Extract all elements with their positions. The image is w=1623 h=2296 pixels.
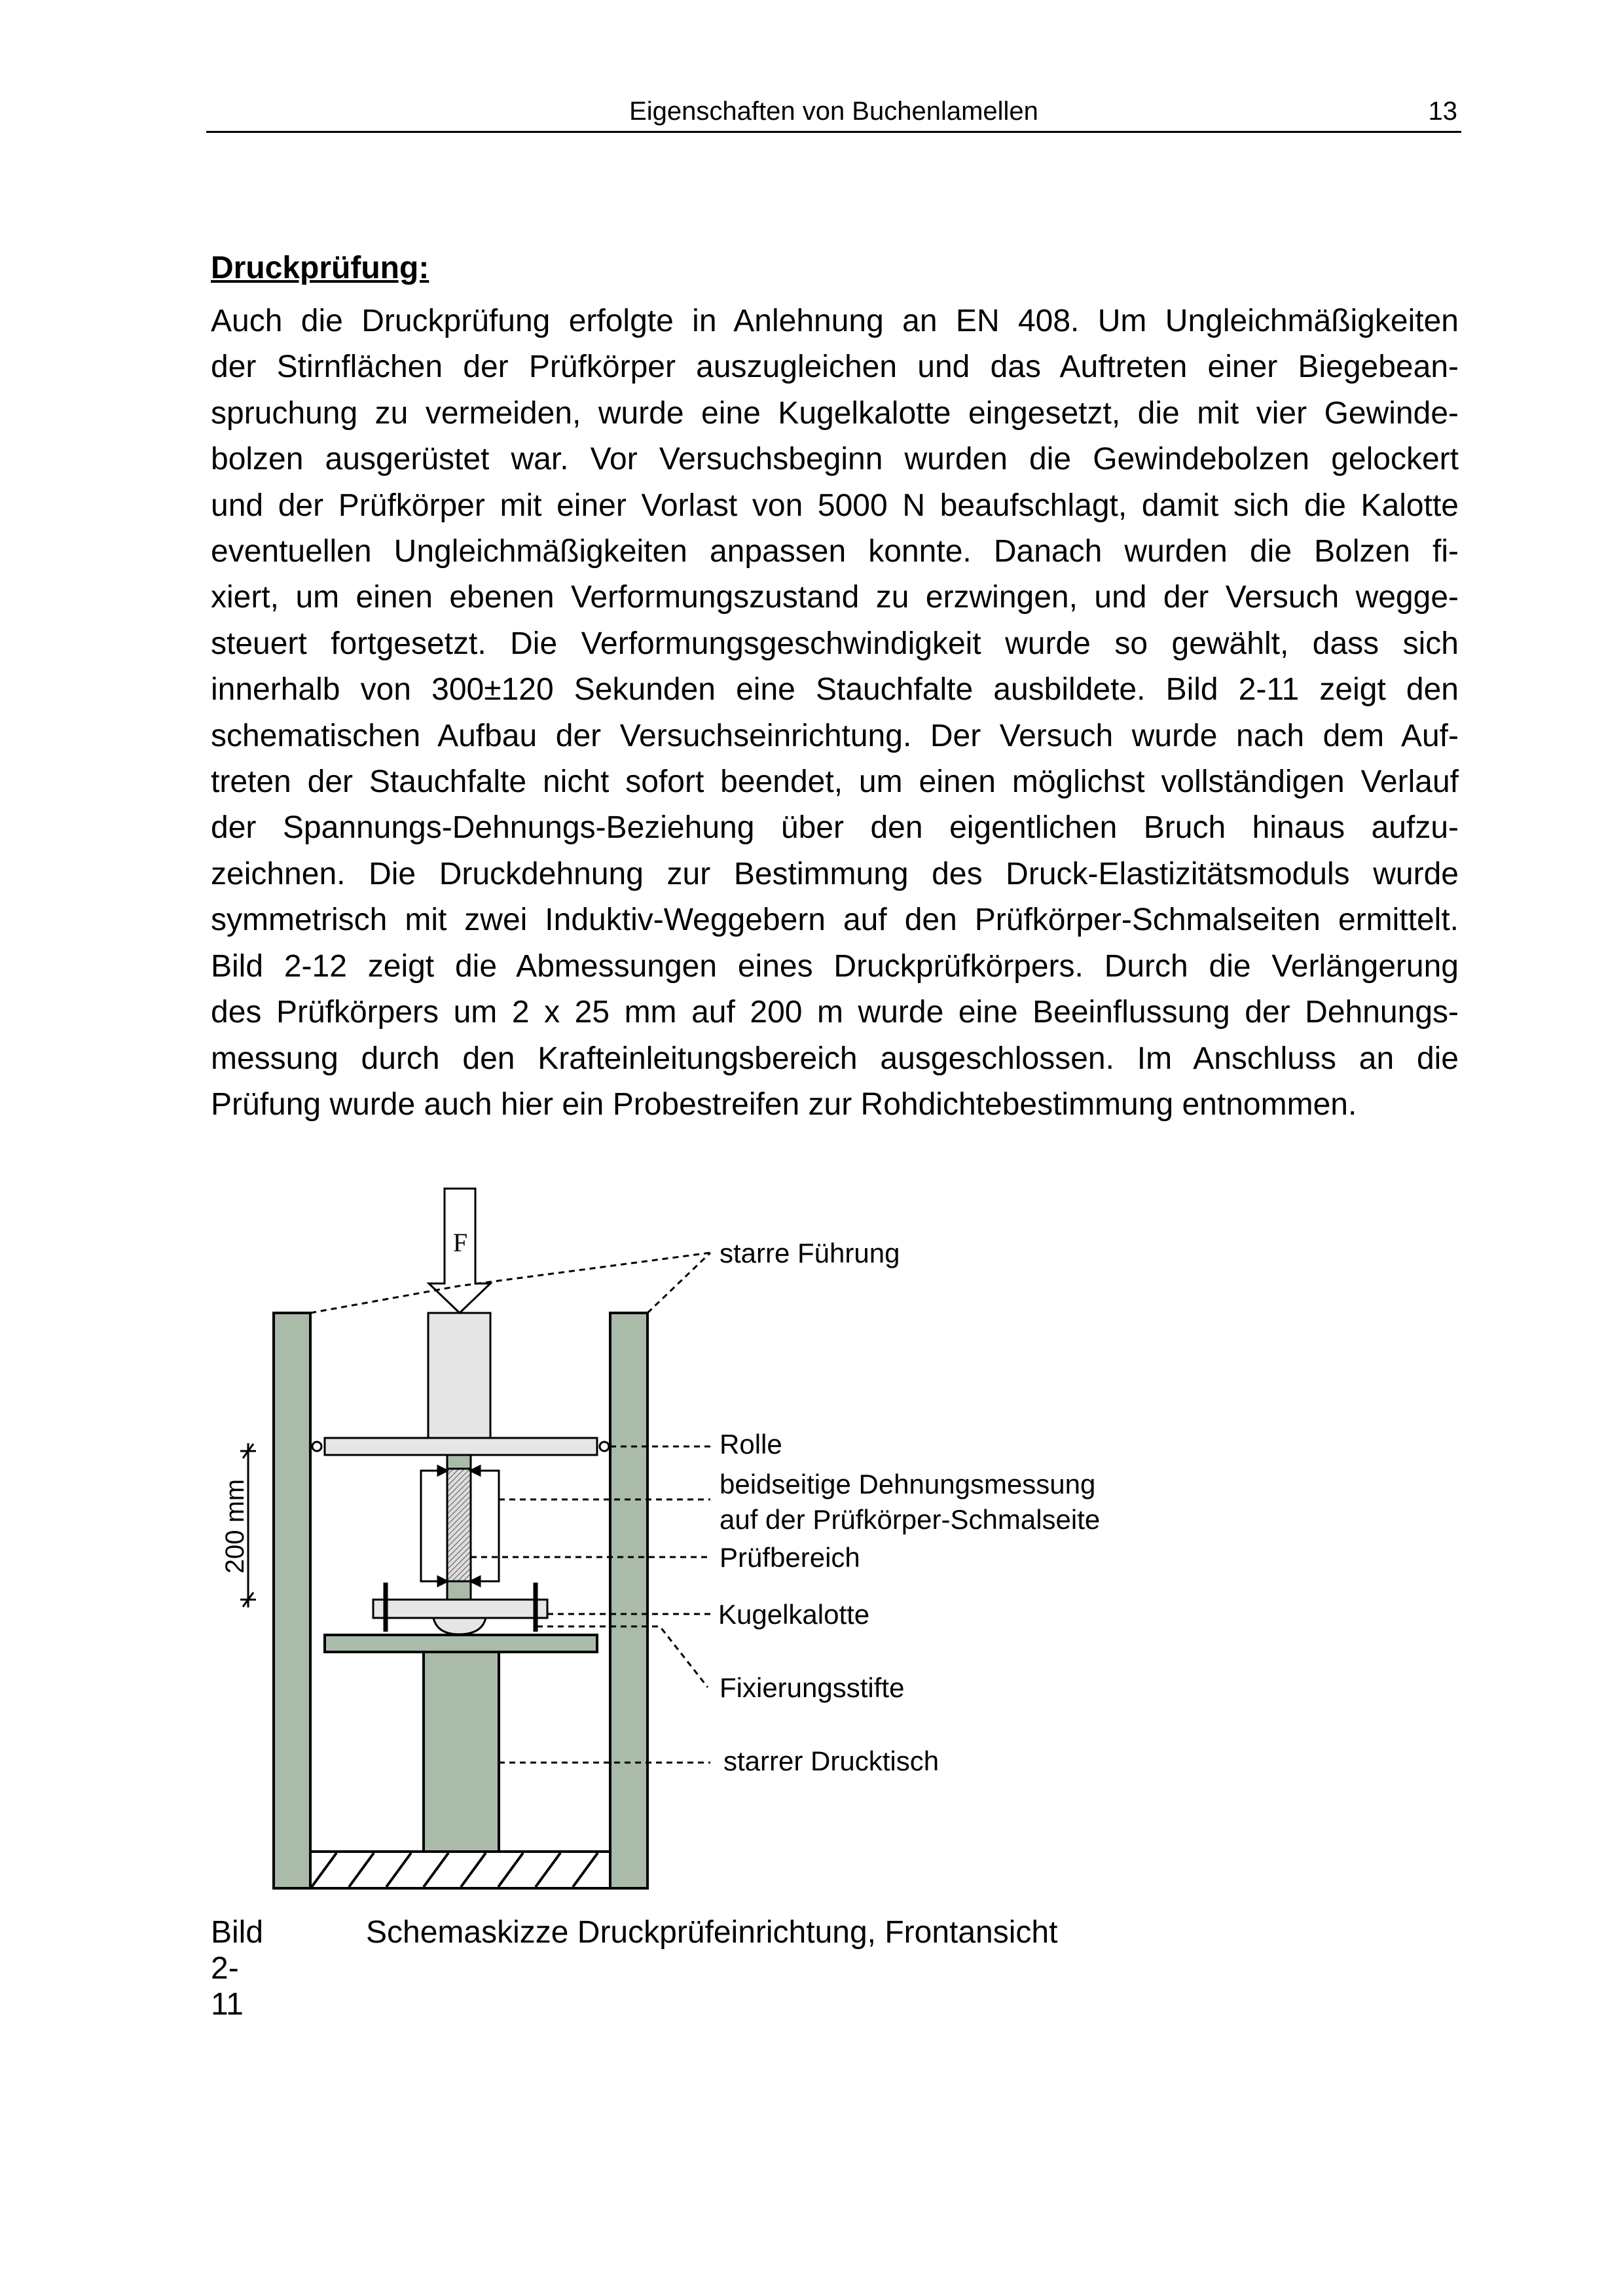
text-line: xiert, um einen ebenen Verformungszustand zu erzwingen, und der Versuch wegge-	[211, 580, 1459, 615]
section-heading: Druckprüfung:	[211, 251, 429, 285]
leader-lines	[310, 1253, 710, 1763]
text-line: steuert fortgesetzt. Die Verformungsgeschwindigkeit wurde so gewählt, dass sich	[211, 626, 1459, 661]
roller-right	[600, 1442, 609, 1451]
text-line: schematischen Aufbau der Versuchseinrichtung. Der Versuch wurde nach dem Auf-	[211, 718, 1459, 753]
caption-text: Schemaskizze Druckprüfeinrichtung, Frontansicht	[366, 1915, 1058, 1950]
text-line: bolzen ausgerüstet war. Vor Versuchsbeginn wurden die Gewindebolzen gelockert	[211, 442, 1459, 477]
press-table-plate	[325, 1635, 597, 1652]
left-guide-column	[274, 1313, 310, 1888]
label-roller: Rolle	[720, 1429, 782, 1460]
text-line: Bild 2-12 zeigt die Abmessungen eines Druckprüfkörpers. Durch die Verlängerung	[211, 948, 1459, 984]
text-line: eventuellen Ungleichmäßigkeiten anpassen konnte. Danach wurden die Bolzen fi-	[211, 534, 1459, 569]
specimen-top	[447, 1455, 471, 1469]
hatched-base	[310, 1852, 610, 1888]
text-line: Auch die Druckprüfung erfolgte in Anlehnung an EN 408. Um Ungleichmäßigkeiten	[211, 304, 1459, 338]
text-line: der Spannungs-Dehnungs-Beziehung über den eigentlichen Bruch hinaus aufzu-	[211, 810, 1459, 846]
specimen-test-zone	[447, 1469, 471, 1581]
running-title: Eigenschaften von Buchenlamellen	[629, 97, 1038, 126]
text-line: innerhalb von 300±120 Sekunden eine Stauchfalte ausbildete. Bild 2-11 zeigt den	[211, 672, 1459, 708]
text-line: und der Prüfkörper mit einer Vorlast von 5000 N beaufschlagt, damit sich die Kalotte	[211, 488, 1459, 523]
text-line: symmetrisch mit zwei Induktiv-Weggebern auf den Prüfkörper-Schmalseiten ermittelt.	[211, 903, 1459, 938]
load-ram	[428, 1313, 490, 1438]
ball-cap-plate	[373, 1600, 547, 1618]
text-line: der Stirnflächen der Prüfkörper auszugleichen und das Auftreten einer Biegebean-	[211, 350, 1459, 385]
label-guide: starre Führung	[720, 1238, 900, 1268]
label-test-zone: Prüfbereich	[720, 1542, 860, 1573]
force-label: F	[452, 1228, 468, 1257]
roller-left	[312, 1442, 321, 1451]
specimen-bottom	[447, 1581, 471, 1600]
text-line: messung durch den Krafteinleitungsbereich ausgeschlossen. Im Anschluss an die	[211, 1041, 1459, 1076]
crossbar	[325, 1438, 597, 1455]
text-line: des Prüfkörpers um 2 x 25 mm auf 200 m wurde eine Beeinflussung der Dehnungs-	[211, 995, 1459, 1030]
caption-number: Bild 2-11	[211, 1915, 264, 2022]
page-number: 13	[1428, 97, 1457, 126]
text-line: zeichnen. Die Druckdehnung zur Bestimmung des Druck-Elastizitätsmoduls wurde	[211, 856, 1459, 891]
text-line: Prüfung wurde auch hier ein Probestreifen zur Rohdichtebestimmung entnommen.	[211, 1086, 1357, 1122]
text-line: treten der Stauchfalte nicht sofort beendet, um einen möglichst vollständigen Verlauf	[211, 764, 1459, 800]
right-guide-column	[610, 1313, 647, 1888]
dimension-label: 200 mm	[221, 1479, 249, 1574]
label-strain-1: beidseitige Dehnungsmessung	[720, 1469, 1096, 1499]
ball-cap	[433, 1618, 486, 1634]
label-strain-2: auf der Prüfkörper-Schmalseite	[720, 1504, 1101, 1535]
label-table: starrer Drucktisch	[723, 1746, 939, 1776]
label-ball-cap: Kugelkalotte	[718, 1599, 870, 1630]
text-line: spruchung zu vermeiden, wurde eine Kugelkalotte eingesetzt, die mit vier Gewinde-	[211, 395, 1459, 431]
press-table-column	[424, 1652, 499, 1852]
label-pins: Fixierungsstifte	[720, 1672, 905, 1703]
